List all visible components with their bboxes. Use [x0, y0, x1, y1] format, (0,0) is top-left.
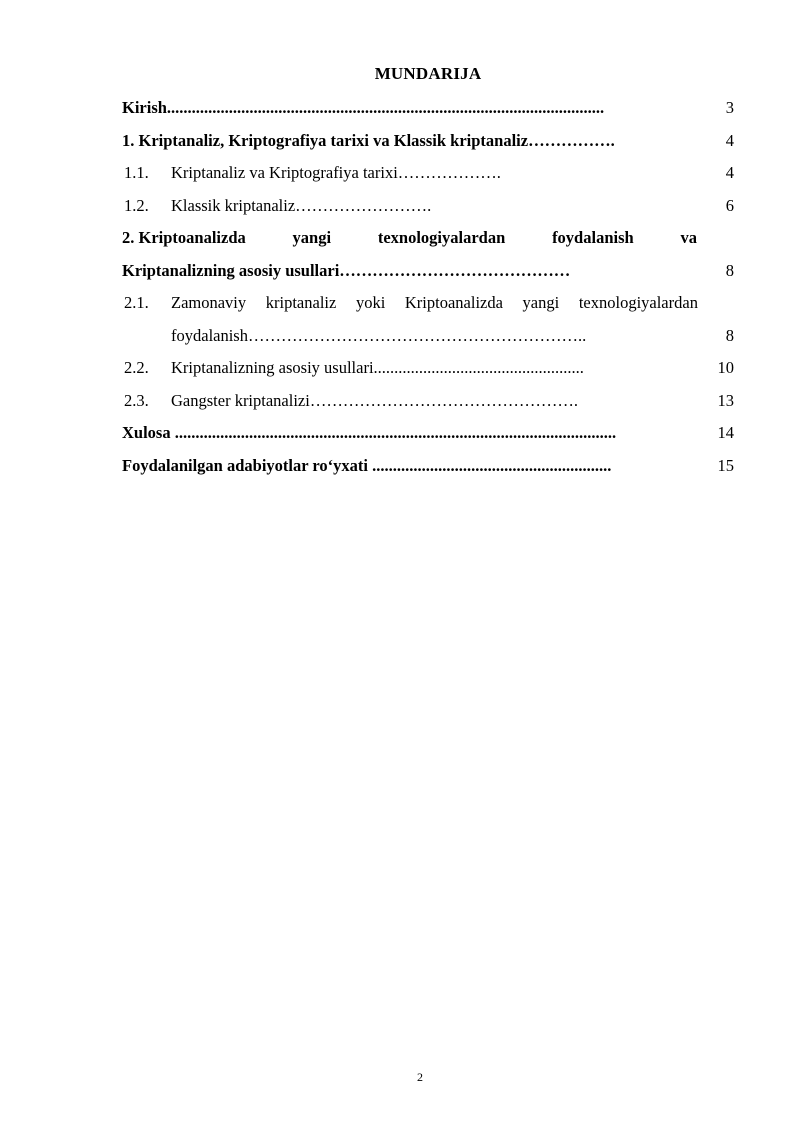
- toc-entry-text: Gangster kriptanalizi………………………………………….: [171, 390, 578, 410]
- toc-entry-number: 2.2.: [124, 358, 149, 377]
- toc-entry-text: [122, 224, 697, 252]
- toc-entry-text: Xulosa ...........................................................................................................: [122, 423, 617, 442]
- toc-entry-xulosa[interactable]: [122, 419, 734, 452]
- toc-entry-page: 4: [725, 130, 734, 150]
- toc-entry-text: Kriptanaliz va Kriptografiya tarixi……………….: [171, 163, 501, 182]
- toc-entry-page: 4: [725, 163, 734, 182]
- toc-entry-page: 14: [717, 423, 734, 442]
- toc-entry-line-1: [122, 224, 734, 257]
- toc-entry-text: [171, 289, 698, 322]
- toc-entry-page: 13: [717, 390, 734, 410]
- toc-word: Kriptoanalizda: [404, 293, 503, 312]
- toc-entry-section-2-1[interactable]: [122, 289, 734, 354]
- toc-entry-page: 15: [717, 455, 734, 475]
- toc-entry-chapter-2[interactable]: [122, 224, 734, 289]
- toc-entry-section-2-3[interactable]: [122, 387, 734, 420]
- toc-entry-section-2-2[interactable]: [122, 354, 734, 387]
- toc-word: Zamonaviy: [171, 293, 247, 312]
- toc-word: yangi: [292, 228, 332, 247]
- toc-word: 2. Kriptoanalizda: [122, 228, 246, 247]
- page-number-footer: 2: [417, 1070, 423, 1084]
- toc-word: texnologiyalardan: [377, 228, 506, 247]
- toc-entry-text: Kriptanalizning asosiy usullari...................................................: [171, 358, 584, 377]
- toc-entry-line-2: [122, 257, 734, 290]
- toc-entry-page: 8: [725, 325, 734, 345]
- toc-word: kriptanaliz: [265, 293, 337, 312]
- toc-title: MUNDARIJA: [374, 64, 482, 83]
- toc-entry-number: 2.1.: [124, 293, 149, 312]
- toc-entry-text: Kriptanalizning asosiy usullari……………………………………: [122, 260, 571, 280]
- toc-entry-text: Klassik kriptanaliz…………………….: [171, 195, 432, 215]
- toc-entry-page: 10: [717, 358, 734, 377]
- toc-entry-text: foydalanish……………………………………………………..: [171, 325, 587, 345]
- toc-word: yangi: [522, 293, 560, 312]
- toc-entry-chapter-1[interactable]: [122, 127, 734, 160]
- toc-entry-number: 1.1.: [124, 163, 149, 182]
- toc-entry-number: 2.3.: [124, 390, 149, 410]
- toc-entry-kirish[interactable]: [122, 94, 734, 127]
- toc-word: foydalanish: [552, 228, 634, 247]
- toc-entry-text: Kirish..........................................................................................................: [122, 98, 605, 117]
- toc-word: yoki: [355, 293, 386, 312]
- toc-entry-page: 6: [725, 195, 734, 215]
- toc-word: texnologiyalardan: [578, 293, 698, 312]
- toc-entry-number: 1.2.: [124, 195, 149, 215]
- toc-entry-line-2: [122, 322, 734, 355]
- toc-entry-text: Foydalanilgan adabiyotlar ro‘yxati ..........................................................: [122, 455, 612, 475]
- toc-entry-line-1: [122, 289, 734, 322]
- toc-word: va: [680, 228, 697, 247]
- toc-entry-section-1-2[interactable]: [122, 192, 734, 225]
- toc-entry-text: 1. Kriptanaliz, Kriptografiya tarixi va Klassik kriptanaliz…………….: [122, 130, 615, 150]
- toc-entry-page: 3: [725, 98, 734, 117]
- toc-entry-page: 8: [725, 260, 734, 280]
- toc-entry-adabiyotlar[interactable]: [122, 452, 734, 485]
- toc-entry-section-1-1[interactable]: [122, 159, 734, 192]
- table-of-contents: [122, 94, 734, 484]
